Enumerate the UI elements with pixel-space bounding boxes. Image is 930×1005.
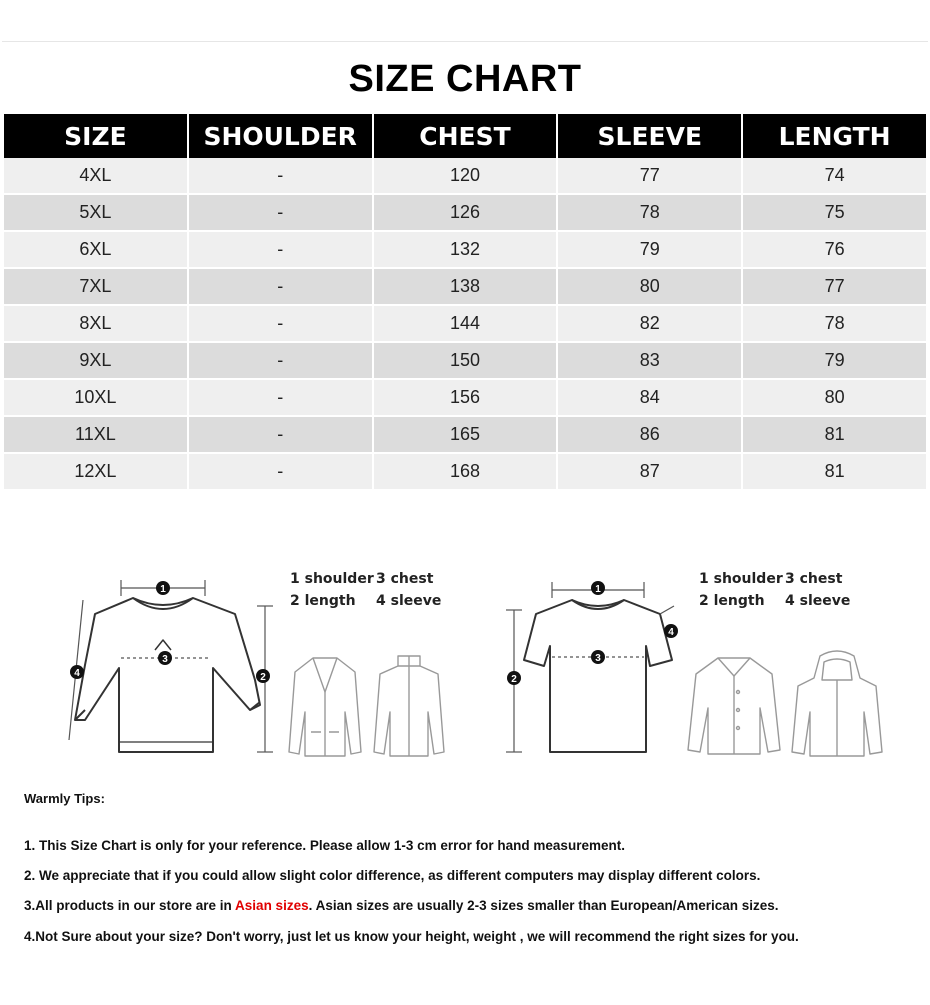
- legend-length: 2 length: [290, 593, 356, 609]
- svg-text:1: 1: [595, 584, 601, 595]
- legend-shoulder: 1 shoulder: [699, 571, 783, 587]
- cell-sleeve: 80: [558, 269, 741, 306]
- cell-sleeve: 87: [558, 454, 741, 491]
- table-row: [4, 306, 926, 343]
- svg-text:3: 3: [595, 653, 601, 664]
- tip-2: 2. We appreciate that if you could allow slight color difference, as different computers may display different colors.: [24, 868, 761, 883]
- cell-length: 76: [743, 232, 926, 269]
- marker-4: [664, 624, 678, 638]
- cell-length: 75: [743, 195, 926, 232]
- table-header-row: [4, 114, 926, 158]
- tip-4: 4.Not Sure about your size? Don't worry, just let us know your height, weight , we will recommend the right sizes for you.: [24, 929, 799, 944]
- cell-size: 6XL: [4, 232, 187, 269]
- page-title: SIZE CHART: [348, 58, 582, 100]
- table-row: [4, 195, 926, 232]
- cell-length: 78: [743, 306, 926, 343]
- svg-text:3: 3: [162, 654, 168, 665]
- legend-sleeve: 4 sleeve: [785, 593, 851, 609]
- table-row: [4, 343, 926, 380]
- cell-length: 79: [743, 343, 926, 380]
- svg-text:4: 4: [74, 668, 80, 679]
- cell-length: 77: [743, 269, 926, 306]
- cell-size: 12XL: [4, 454, 187, 491]
- hoodie-icon: [790, 646, 885, 761]
- legend-sleeve: 4 sleeve: [376, 593, 442, 609]
- cell-sleeve: 77: [558, 158, 741, 195]
- header-size: SIZE: [4, 114, 187, 158]
- cell-chest: 132: [374, 232, 557, 269]
- table-row: [4, 417, 926, 454]
- cell-size: 8XL: [4, 306, 187, 343]
- sweater-measurement-diagram: [55, 570, 285, 760]
- asian-sizes-highlight: Asian sizes: [235, 898, 309, 913]
- cell-sleeve: 84: [558, 380, 741, 417]
- cell-shoulder: -: [189, 232, 372, 269]
- legend-right: [699, 568, 850, 612]
- cell-shoulder: -: [189, 343, 372, 380]
- tip-3-text-a: 3.All products in our store are in: [24, 898, 236, 913]
- tip-3-text-b: . Asian sizes are usually 2-3 sizes smaller than European/American sizes.: [308, 898, 779, 913]
- cell-chest: 165: [374, 417, 557, 454]
- dress-shirt-icon: [684, 652, 784, 757]
- cell-shoulder: -: [189, 195, 372, 232]
- title-box: [2, 41, 928, 115]
- cell-length: 81: [743, 417, 926, 454]
- suit-jacket-icon: [285, 652, 365, 762]
- legend-chest: 3 chest: [785, 571, 843, 587]
- cell-chest: 168: [374, 454, 557, 491]
- table-row: [4, 158, 926, 195]
- cell-chest: 156: [374, 380, 557, 417]
- legend-shoulder: 1 shoulder: [290, 571, 374, 587]
- svg-text:4: 4: [668, 627, 674, 638]
- svg-text:2: 2: [511, 674, 517, 685]
- header-chest: CHEST: [374, 114, 557, 158]
- cell-shoulder: -: [189, 454, 372, 491]
- table-row: [4, 269, 926, 306]
- cell-shoulder: -: [189, 158, 372, 195]
- header-shoulder: SHOULDER: [189, 114, 372, 158]
- cell-shoulder: -: [189, 269, 372, 306]
- cell-size: 11XL: [4, 417, 187, 454]
- tips-title: Warmly Tips:: [24, 791, 105, 806]
- tshirt-measurement-diagram: [500, 570, 690, 760]
- table-row: [4, 380, 926, 417]
- cell-chest: 144: [374, 306, 557, 343]
- table-row: [4, 454, 926, 491]
- tip-1: 1. This Size Chart is only for your reference. Please allow 1-3 cm error for hand measurement.: [24, 838, 625, 853]
- tip-3: [24, 898, 779, 913]
- size-table: [2, 114, 928, 491]
- cell-sleeve: 83: [558, 343, 741, 380]
- cell-length: 80: [743, 380, 926, 417]
- cell-size: 5XL: [4, 195, 187, 232]
- cell-shoulder: -: [189, 380, 372, 417]
- cell-sleeve: 86: [558, 417, 741, 454]
- zip-jacket-icon: [370, 652, 448, 762]
- cell-chest: 150: [374, 343, 557, 380]
- cell-sleeve: 78: [558, 195, 741, 232]
- cell-chest: 138: [374, 269, 557, 306]
- cell-sleeve: 79: [558, 232, 741, 269]
- cell-length: 74: [743, 158, 926, 195]
- cell-shoulder: -: [189, 417, 372, 454]
- cell-size: 7XL: [4, 269, 187, 306]
- marker-3: [591, 650, 605, 664]
- legend-left: [290, 568, 441, 612]
- legend-chest: 3 chest: [376, 571, 434, 587]
- cell-chest: 126: [374, 195, 557, 232]
- marker-2: [507, 671, 521, 685]
- marker-2: [256, 669, 270, 683]
- marker-4: [70, 665, 84, 679]
- header-length: LENGTH: [743, 114, 926, 158]
- marker-1: [156, 581, 170, 595]
- marker-3: [158, 651, 172, 665]
- legend-length: 2 length: [699, 593, 765, 609]
- cell-size: 9XL: [4, 343, 187, 380]
- table-row: [4, 232, 926, 269]
- cell-size: 4XL: [4, 158, 187, 195]
- header-sleeve: SLEEVE: [558, 114, 741, 158]
- svg-text:1: 1: [160, 584, 166, 595]
- cell-sleeve: 82: [558, 306, 741, 343]
- marker-1: [591, 581, 605, 595]
- svg-text:2: 2: [260, 672, 266, 683]
- cell-size: 10XL: [4, 380, 187, 417]
- cell-length: 81: [743, 454, 926, 491]
- cell-shoulder: -: [189, 306, 372, 343]
- cell-chest: 120: [374, 158, 557, 195]
